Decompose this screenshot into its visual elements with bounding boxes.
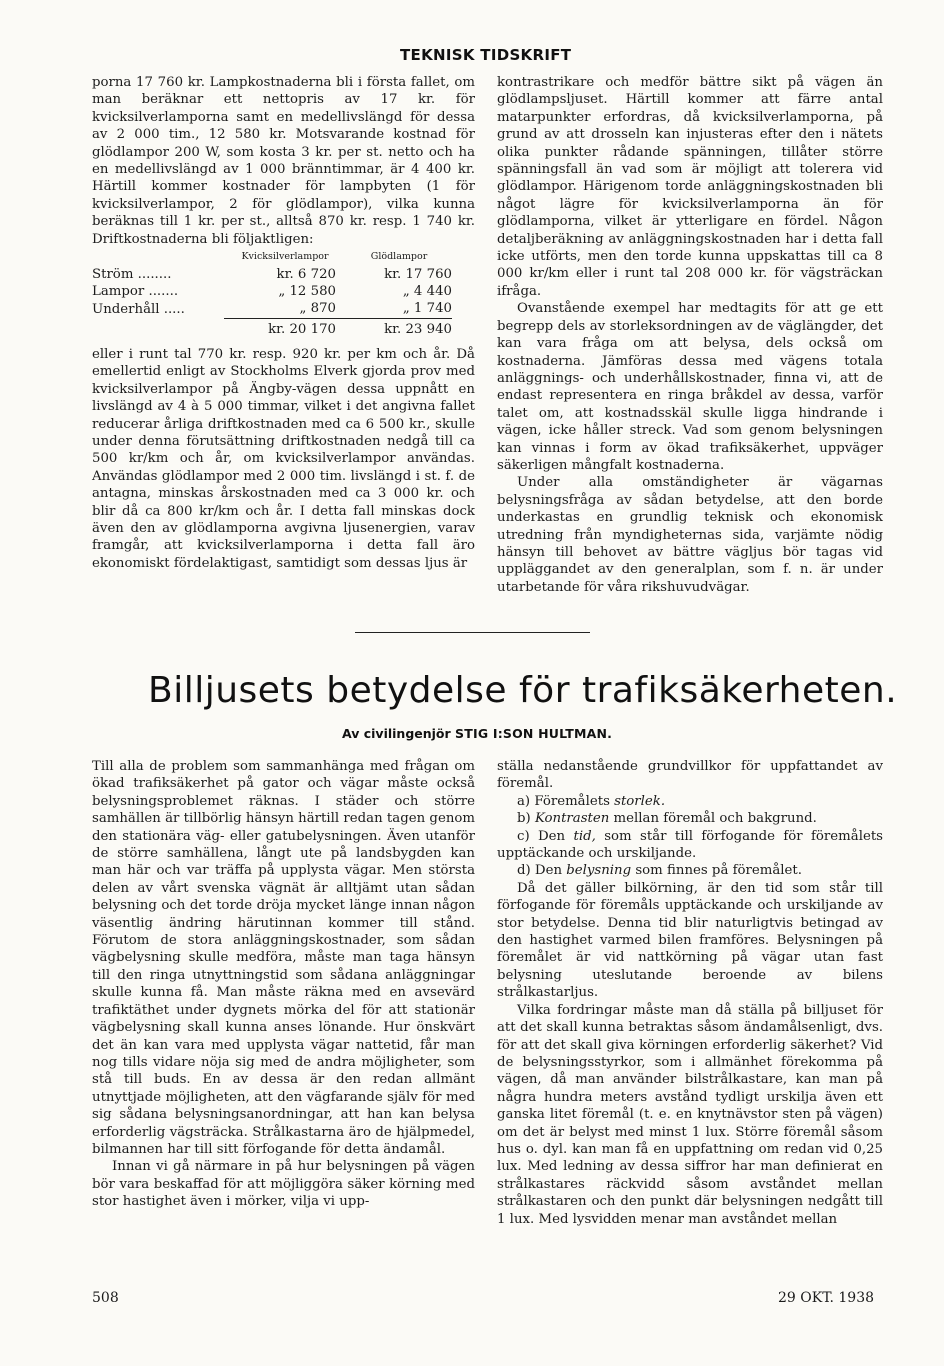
article-title: Billjusets betydelse för trafiksäkerheten. — [148, 670, 898, 711]
list-item: d) Den belysning som finnes på föremålet. — [517, 863, 802, 879]
journal-header: TEKNISK TIDSKRIFT — [400, 46, 572, 64]
paragraph: kontrastrikare och medför bättre sikt på vägen än glödlampsljuset. Härtill kommer att färre antal matarpunkter erfordras, då kvicksilverlamporna, på grund av att drosseln kan injusteras efter den i nätets olika punkter rådande spänningen, tillåter större spänningsfall än vad som är möjligt att tolerera vid glödlampor. Härigenom torde anläggningskostnaden bli något lägre för kvicksilverlamporna än för glödlamporna, vilket är ytterligare en fördel. Någon detaljberäkning av anläggningskostnaden har i detta fall icke utförts, men den torde kunna uppskattas till ca 8 000 kr/km eller i runt tal 208 000 kr. för vägsträckan ifråga. — [497, 75, 883, 299]
page-number: 508 — [92, 1290, 119, 1306]
paragraph: eller i runt tal 770 kr. resp. 920 kr. per km och år. Då emellertid enligt av Stockholms Elverk gjorda prov med kvicksilverlampor på Ängby-vägen dessa uppnått en livslängd av 4 à 5 000 timmar, vilket i det angivna fallet reducerar årliga driftkostnaden med ca 6 500 kr., skulle under denna förutsättning driftkostnaden nedgå till ca 500 kr/km och år, om kvicksilverlampor användas. Användas glödlampor med 2 000 tim. livslängd i st. f. de antagna, minskas årskostnaden med ca 3 000 kr. och blir då ca 800 kr/km och år. I detta fall minskas dock även den av glödlamporna avgivna ljusenergien, varav framgår, att kvicksilverlamporna i detta fall äro ekonomiskt fördelaktigast, samtidigt som dessas ljus är — [92, 346, 475, 571]
cell-incandescent: kr. 17 760 — [384, 267, 452, 283]
cell-incandescent: „ 1 740 — [402, 301, 452, 317]
cell-mercury: „ 12 580 — [278, 284, 336, 300]
section-divider — [355, 632, 590, 633]
cell-mercury: kr. 6 720 — [276, 267, 336, 283]
table-row — [92, 266, 452, 283]
paragraph: porna 17 760 kr. Lampkostnaderna bli i första fallet, om man beräknar ett nettopris av 17 kr. för kvicksilverlamporna samt en medellivslängd för dessa av 2 000 tim., 12 580 kr. Motsvarande kostnad för glödlampor 200 W, som kosta 3 kr. per st. netto och ha en medellivslängd av 1 000 bränntimmar, är 4 400 kr. Härtill kommer kostnader för lampbyten (1 för kvicksilverlampor, 2 för glödlampor), vilka kunna beräknas till 1 kr. per st., alltså 870 kr. resp. 1 740 kr. Driftkostnaderna bli följaktligen: — [92, 75, 475, 247]
paragraph: Till alla de problem som sammanhänga med frågan om ökad trafiksäkerhet på gator och vägar måste också belysningsproblemet räknas. I städer och större samhällen är tillbörlig hänsyn härtill redan tagen genom den stationära väg- eller gatubelysningen. Även utanför de större samhällena, långt ute på landsbygden kan man här och var träffa på upplysta vägar. Men största delen av vårt svenska vägnät är alltjämt utan sådan belysning och det torde dröja mycket länge innan någon väsentlig ändring härutinnan kommer till stånd. Förutom de stora anläggningskostnader, som sådan vägbelysning skulle medföra, måste man taga hänsyn till den ringa utnyttningstid som sådana anläggningar skulle kunna få. Man måste räkna med en avsevärd trafiktäthet under dygnets mörka del för att stationär vägbelysning skall kunna anses lönande. Hur önskvärt det än kan vara med upplysta vägar nattetid, får man nog tills vidare nöja sig med de andra möjligheter, som stå till buds. En av dessa är den redan allmänt utnyttjade möjligheten, att den vägfarande själv för med sig sådana belysningsanordningar, att han kan belysa erforderlig vägsträcka. Strålkastarna äro de hjälpmedel, bilmannen har till sitt förfogande för detta ändamål. — [92, 759, 475, 1157]
table-row — [92, 283, 452, 300]
list-item: c) Den tid, som står till förfogande för föremålets upptäckande och urskiljande. — [497, 828, 883, 862]
row-label: Lampor ....... — [92, 284, 179, 300]
paragraph: Under alla omständigheter är vägarnas belysningsfråga av sådan betydelse, att den borde underkastas en grundlig teknisk och ekonomisk utredning från myndigheternas sida, varjämte nödig hänsyn till behovet av bättre vägljus bör tagas vid uppläggandet av den generalplan, som f. n. är under utarbetande för våra rikshuvudvägar. — [497, 475, 883, 595]
paragraph: ställa nedanstående grundvillkor för uppfattandet av föremål. — [497, 759, 883, 792]
column-header-incandescent: Glödlampor — [370, 251, 428, 263]
table-row — [92, 300, 452, 318]
byline-prefix: Av civilingenjör — [342, 726, 451, 741]
row-label: Underhåll ..... — [92, 301, 185, 317]
paragraph: Ovanstående exempel har medtagits för att ge ett begrepp dels av storleksordningen av de väglängder, det kan vara fråga om att belysa, dels också om kostnaderna. Jämföras dessa med vägens totala anläggnings- och underhållskostnader, finna vi, att de endast representera en ringa bråkdel av dessa, varför talet om, att kostnadsskäl skulle ligga hindrande i vägen, icke håller streck. Vad som genom belysningen kan vinnas i form av ökad trafiksäkerhet, uppväger säkerligen mångfalt kostnaderna. — [497, 301, 883, 473]
list-item: a) Föremålets storlek. — [517, 793, 666, 809]
byline — [342, 726, 652, 741]
cost-table — [92, 250, 452, 338]
paragraph: Vilka fordringar måste man då ställa på billjuset för att det skall kunna betraktas såsom ändamålsenligt, dvs. för att det skall giva körningen erforderlig säkerhet? Vid de belysningsstyrkor, som i allmänhet förekomma på vägen, då man använder bilstrålkastare, kan man på några hundra meters avstånd tydligt urskilja även ett ganska litet föremål (t. e. en knytnävstor sten på vägen) om det är belyst med minst 1 lux. Större föremål såsom hus o. dyl. kan man få en uppfattning om redan vid 0,25 lux. Med ledning av dessa siffror har man definierat en strålkastares räckvidd såsom avståndet mellan strålkastaren och den punkt där belysningen nedgått till 1 lux. Med lysvidden menar man avståndet mellan — [497, 1002, 883, 1227]
total-incandescent: kr. 23 940 — [346, 318, 452, 338]
cell-mercury: „ 870 — [299, 301, 336, 317]
list-item: b) Kontrasten mellan föremål och bakgrund. — [517, 811, 817, 827]
column-header-mercury: Kvicksilverlampor — [241, 251, 329, 263]
row-label: Ström ........ — [92, 267, 172, 283]
issue-date: 29 OKT. 1938 — [778, 1290, 875, 1306]
table-total-row — [92, 318, 452, 338]
total-mercury: kr. 20 170 — [224, 318, 346, 338]
bottom-left-column — [92, 758, 475, 1211]
top-right-column — [497, 74, 883, 596]
paragraph: Då det gäller bilkörning, är den tid som står till förfogande för föremåls upptäckande och urskiljande av stor betydelse. Denna tid blir naturligtvis betingad av den hastighet varmed bilen framföres. Belysningen på föremålet är vid nattkörning på vägar utan fast belysning uteslutande beroende av bilens strålkastarljus. — [497, 880, 883, 1001]
cell-incandescent: „ 4 440 — [402, 284, 452, 300]
paragraph: Innan vi gå närmare in på hur belysningen på vägen bör vara beskaffad för att möjliggöra säker körning med stor hastighet även i mörker, vilja vi upp- — [92, 1159, 475, 1210]
author-name: STIG I:SON HULTMAN. — [455, 726, 613, 741]
bottom-right-column — [497, 758, 883, 1228]
top-left-column — [92, 74, 475, 572]
